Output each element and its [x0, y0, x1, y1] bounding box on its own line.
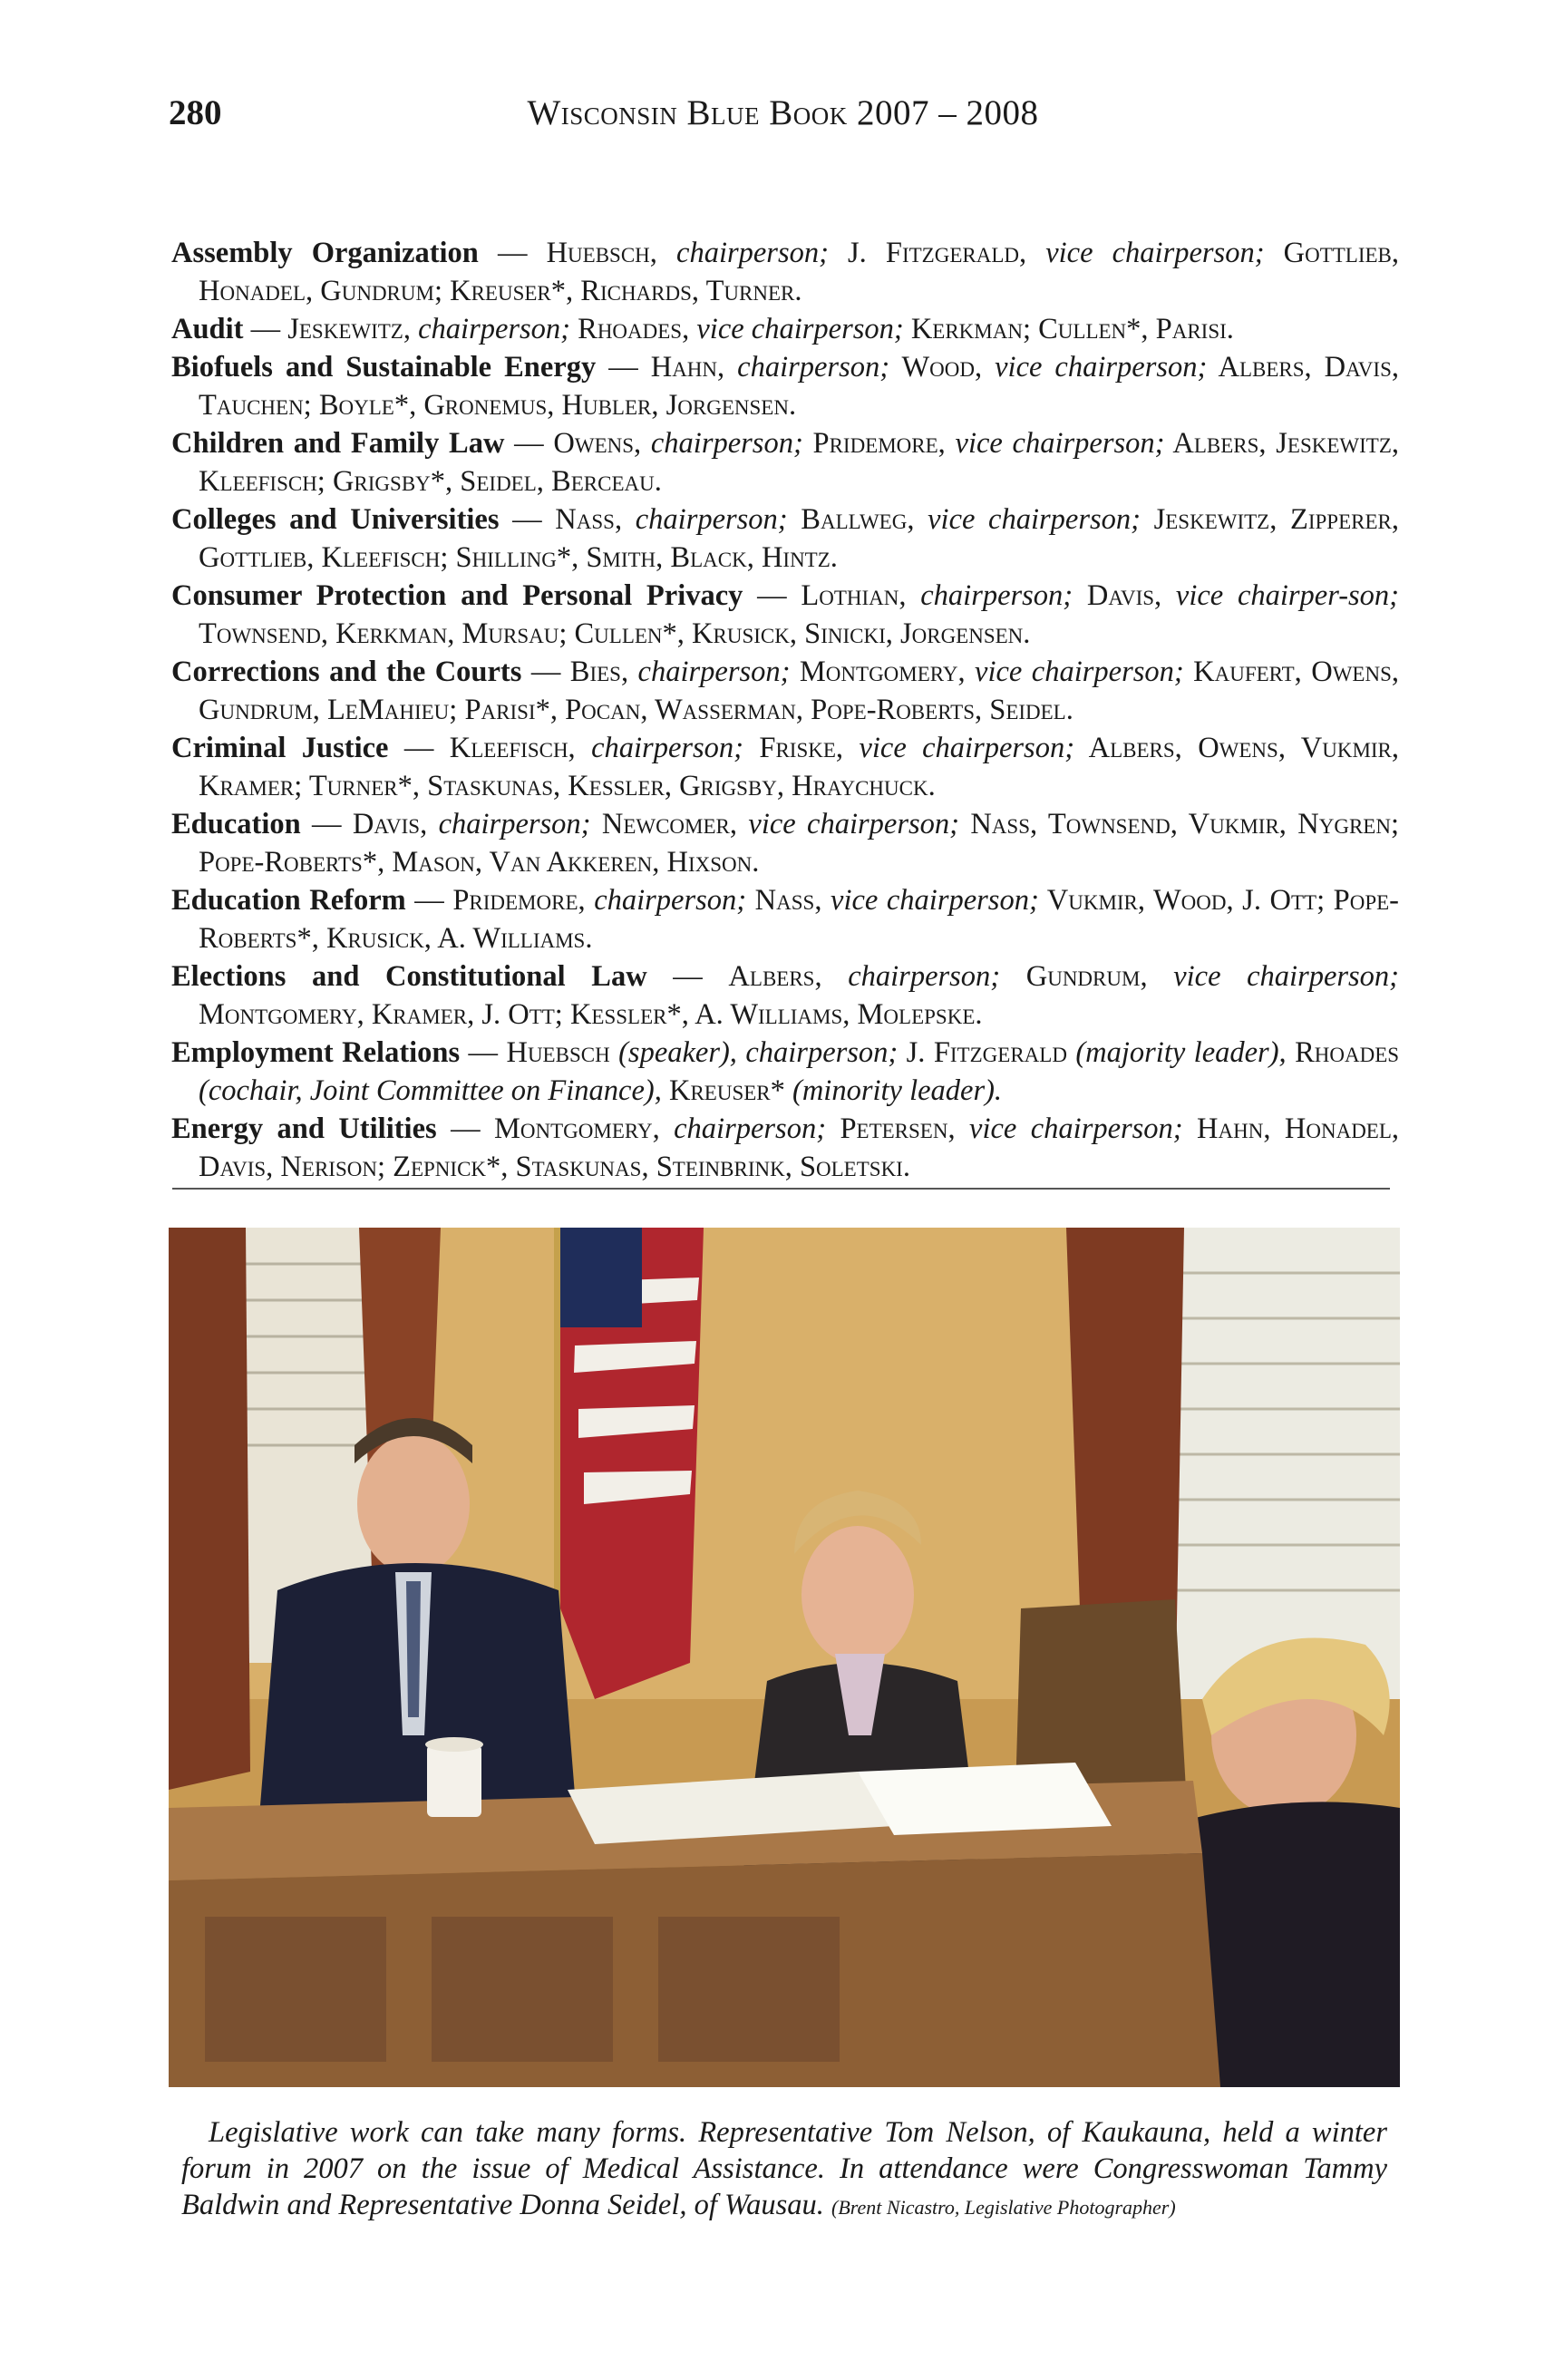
photo-credit: (Brent Nicastro, Legislative Photographer)	[831, 2196, 1176, 2219]
committee-entry: Energy and Utilities — Montgomery, chairperson; Petersen, vice chairperson; Hahn, Honadel, Davis, Nerison; Zepnick*, Staskunas, Steinbrink, Soletski.	[171, 1112, 1400, 1183]
committee-name: Employment Relations	[171, 1036, 461, 1069]
committee-entry: Corrections and the Courts — Bies, chairperson; Montgomery, vice chairperson; Kaufert, Owens, Gundrum, LeMahieu; Parisi*, Pocan, Wasserman, Pope-Roberts, Seidel.	[171, 656, 1400, 726]
committee-entry: Consumer Protection and Personal Privacy — Lothian, chairperson; Davis, vice chairper-son; Townsend, Kerkman, Mursau; Cullen*, Krusick, Sinicki, Jorgensen.	[171, 579, 1400, 650]
committee-entry: Audit — Jeskewitz, chairperson; Rhoades, vice chairperson; Kerkman; Cullen*, Parisi.	[171, 313, 1234, 345]
committee-name: Children and Family Law	[171, 427, 505, 460]
committee-name: Colleges and Universities	[171, 503, 500, 536]
committee-members: Owens, chairperson; Pridemore, vice chairperson; Albers, Jeskewitz, Kleefisch; Grigsby*, Seidel, Berceau.	[199, 427, 1399, 498]
committee-name: Corrections and the Courts	[171, 656, 522, 688]
committee-name: Energy and Utilities	[171, 1112, 437, 1145]
caption-text: Legislative work can take many forms. Representative Tom Nelson, of Kaukauna, held a winter forum in 2007 on the issue of Medical Assistance. In attendance were Congresswoman Tammy Baldwin and Representative Donna Seidel, of Wausau.	[181, 2116, 1387, 2221]
committee-entry: Assembly Organization — Huebsch, chairperson; J. Fitzgerald, vice chairperson; Gottlieb, Honadel, Gundrum; Kreuser*, Richards, Turner.	[171, 237, 1400, 307]
committee-entry: Education — Davis, chairperson; Newcomer, vice chairperson; Nass, Townsend, Vukmir, Nygren; Pope-Roberts*, Mason, Van Akkeren, Hixson.	[171, 808, 1399, 879]
committee-members: Montgomery, chairperson; Petersen, vice chairperson; Hahn, Honadel, Davis, Nerison; Zepnick*, Staskunas, Steinbrink, Soletski.	[199, 1112, 1400, 1183]
committee-entry: Employment Relations — Huebsch (speaker), chairperson; J. Fitzgerald (majority leader), Rhoades (cochair, Joint Committee on Finance), Kreuser* (minority leader).	[171, 1036, 1400, 1107]
committee-name: Consumer Protection and Personal Privacy	[171, 579, 743, 612]
committee-members: Pridemore, chairperson; Nass, vice chairperson; Vukmir, Wood, J. Ott; Pope-Roberts*, Krusick, A. Williams.	[199, 884, 1400, 955]
committee-entry: Education Reform — Pridemore, chairperson; Nass, vice chairperson; Vukmir, Wood, J. Ott; Pope-Roberts*, Krusick, A. Williams.	[171, 884, 1400, 955]
committee-entry: Children and Family Law — Owens, chairperson; Pridemore, vice chairperson; Albers, Jeskewitz, Kleefisch; Grigsby*, Seidel, Berceau.	[171, 427, 1399, 498]
committee-members: Nass, chairperson; Ballweg, vice chairperson; Jeskewitz, Zipperer, Gottlieb, Kleefisch; Shilling*, Smith, Black, Hintz.	[199, 503, 1399, 574]
committee-members: Huebsch, chairperson; J. Fitzgerald, vice chairperson; Gottlieb, Honadel, Gundrum; Kreuser*, Richards, Turner.	[199, 237, 1400, 307]
committee-name: Elections and Constitutional Law	[171, 960, 647, 993]
committee-name: Education Reform	[171, 884, 406, 917]
committee-members: Kleefisch, chairperson; Friske, vice chairperson; Albers, Owens, Vukmir, Kramer; Turner*, Staskunas, Kessler, Grigsby, Hraychuck.	[199, 732, 1400, 802]
committee-name: Audit	[171, 313, 244, 345]
committee-members: Bies, chairperson; Montgomery, vice chairperson; Kaufert, Owens, Gundrum, LeMahieu; Parisi*, Pocan, Wasserman, Pope-Roberts, Seidel.	[199, 656, 1400, 726]
committee-name: Education	[171, 808, 301, 840]
committee-members: Hahn, chairperson; Wood, vice chairperson; Albers, Davis, Tauchen; Boyle*, Gronemus, Hubler, Jorgensen.	[199, 351, 1399, 422]
photo-caption	[181, 2114, 1387, 2226]
committee-members: Albers, chairperson; Gundrum, vice chairperson; Montgomery, Kramer, J. Ott; Kessler*, A. Williams, Molepske.	[199, 960, 1400, 1031]
committee-entry: Biofuels and Sustainable Energy — Hahn, chairperson; Wood, vice chairperson; Albers, Davis, Tauchen; Boyle*, Gronemus, Hubler, Jorgensen.	[171, 351, 1399, 422]
committee-name: Biofuels and Sustainable Energy	[171, 351, 597, 384]
committee-name: Criminal Justice	[171, 732, 389, 764]
committee-entry: Colleges and Universities — Nass, chairperson; Ballweg, vice chairperson; Jeskewitz, Zipperer, Gottlieb, Kleefisch; Shilling*, Smith, Black, Hintz.	[171, 503, 1399, 574]
running-title: Wisconsin Blue Book 2007 – 2008	[527, 93, 1039, 132]
committee-entry: Elections and Constitutional Law — Albers, chairperson; Gundrum, vice chairperson; Montgomery, Kramer, J. Ott; Kessler*, A. Williams, Molepske.	[171, 960, 1400, 1031]
committee-members: Davis, chairperson; Newcomer, vice chairperson; Nass, Townsend, Vukmir, Nygren; Pope-Roberts*, Mason, Van Akkeren, Hixson.	[199, 808, 1399, 879]
committee-members: Huebsch (speaker), chairperson; J. Fitzgerald (majority leader), Rhoades (cochair, Joint Committee on Finance), Kreuser* (minority leader).	[199, 1036, 1400, 1107]
meeting-photo	[169, 1228, 1400, 2087]
page-header	[169, 92, 1397, 147]
committee-name: Assembly Organization	[171, 237, 479, 269]
page-number: 280	[169, 93, 222, 132]
committee-list	[171, 234, 1399, 1186]
committee-members: Jeskewitz, chairperson; Rhoades, vice chairperson; Kerkman; Cullen*, Parisi.	[287, 313, 1234, 345]
divider	[172, 1188, 1390, 1190]
committee-members: Lothian, chairperson; Davis, vice chairper-son; Townsend, Kerkman, Mursau; Cullen*, Krusick, Sinicki, Jorgensen.	[199, 579, 1400, 650]
committee-entry: Criminal Justice — Kleefisch, chairperson; Friske, vice chairperson; Albers, Owens, Vukmir, Kramer; Turner*, Staskunas, Kessler, Grigsby, Hraychuck.	[171, 732, 1400, 802]
